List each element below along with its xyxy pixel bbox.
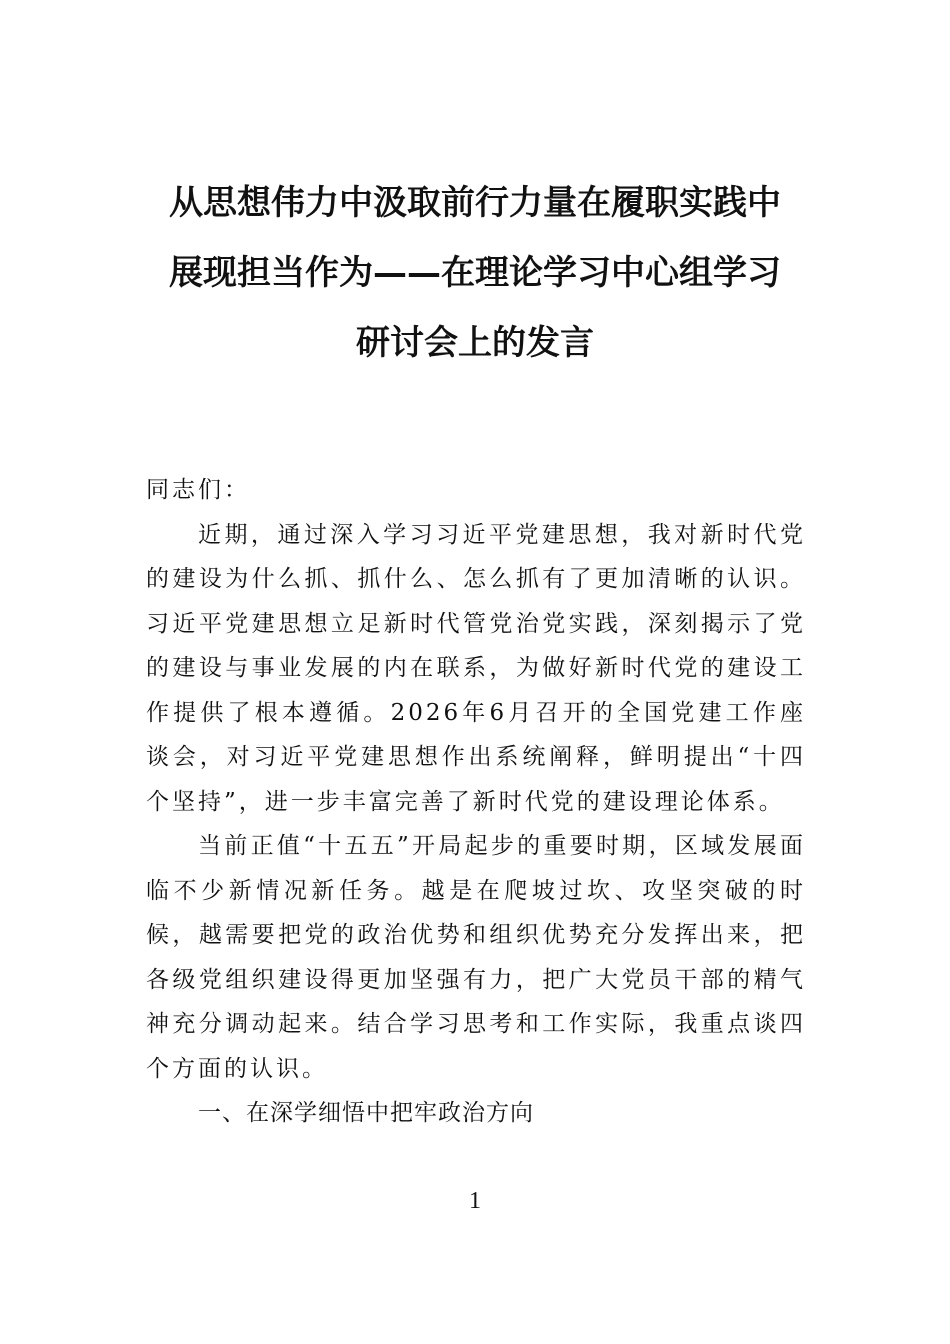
- section-heading: 一、在深学细悟中把牢政治方向: [198, 1100, 534, 1126]
- title-line-1: 从思想伟力中汲取前行力量在履职实践中: [169, 183, 781, 223]
- document-title: [140, 168, 810, 378]
- paragraph-2: 当前正值“十五五”开局起步的重要时期，区域发展面临不少新情况新任务。越是在爬坡过坎、攻坚突破的时候，越需要把党的政治优势和组织优势充分发挥出来，把各级党组织建设得更加坚强有力，把广大党员干部的精气神充分调动起来。结合学习思考和工作实际，我重点谈四个方面的认识。: [146, 833, 806, 1082]
- salutation: 同志们：: [146, 477, 250, 503]
- paragraph-1: 近期，通过深入学习习近平党建思想，我对新时代党的建设为什么抓、抓什么、怎么抓有了更加清晰的认识。习近平党建思想立足新时代管党治党实践，深刻揭示了党的建设与事业发展的内在联系，为做好新时代党的建设工作提供了根本遵循。2026年6月召开的全国党建工作座谈会，对习近平党建思想作出系统阐释，鲜明提出“十四个坚持”，进一步丰富完善了新时代党的建设理论体系。: [146, 521, 806, 815]
- title-line-3: 研讨会上的发言: [356, 323, 594, 363]
- page-number: 1: [469, 1188, 481, 1214]
- title-line-2: 展现担当作为——在理论学习中心组学习: [169, 253, 781, 293]
- document-body: [146, 468, 806, 1136]
